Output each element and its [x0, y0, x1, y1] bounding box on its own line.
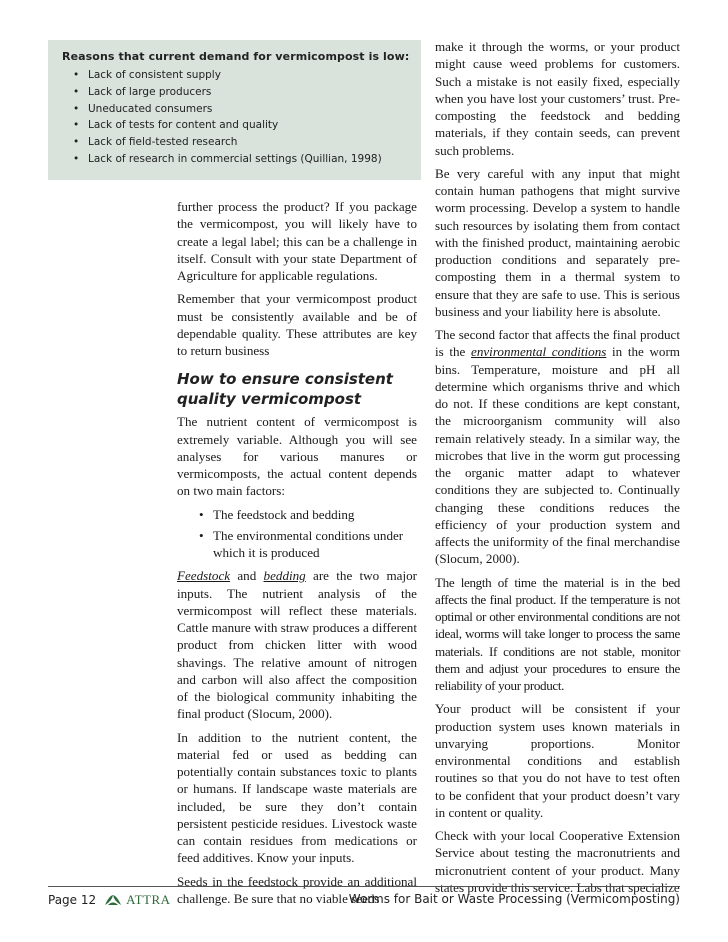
term-feedstock: Feedstock [177, 568, 231, 584]
sidebar-heading: Reasons that current demand for vermicompost is low: [62, 50, 410, 63]
middle-column [177, 198, 417, 913]
sidebar-box [48, 40, 421, 180]
page-number: Page 12 [48, 893, 97, 907]
list-item: • Lack of field-tested research [88, 134, 421, 151]
list-item: • Lack of consistent supply [88, 67, 421, 84]
text-span: The second factor that affects the final product is the [435, 327, 680, 360]
paragraph: make it through the worms, or your product might cause weed problems for customers. Such a mistake is not easily fixed, especially when you have lost your customers’ trust. Pre-composting the feedstock and bedding materials, if they contain seeds, can prevent such problems. [435, 39, 680, 158]
paragraph: Check with your local Cooperative Extension Service about testing the macronutrients and micronutrient content of your product. Many states provide this service. Labs that specialize [435, 828, 680, 895]
list-item: • Lack of tests for content and quality [88, 117, 421, 134]
paragraph: The length of time the material is in the bed affects the final product. If the temperature is not optimal or other environmental conditions are not ideal, worms will take longer to process the same materials. If conditions are not stable, monitor them and adjust your procedures to ensure the reliability of your product. [435, 574, 680, 693]
right-column [435, 38, 680, 902]
term-bedding: bedding [263, 568, 306, 584]
text-span: in the worm bins. Temperature, moisture and pH all determine which organisms thrive and which do not. If these conditions are kept constant, the microorganism community will also remain relatively steady. In a similar way, the microbes that live in the worm gut processing the organic matter adapt to whatever conditions they are subjected to. Continually changing these conditions reduces the efficiency of your production system and affects the uniformity of the final merchandise (Slocum, 2000). [435, 344, 680, 567]
paragraph: In addition to the nutrient content, the material fed or used as bedding can potentially contain substances toxic to plants or humans. If landscape waste materials are included, be sure they don’t contain persistent pesticide residues. Livestock waste can contain residues from medications or feed additives. Know your inputs. [177, 729, 417, 866]
paragraph: The nutrient content of vermicompost is extremely variable. Although you will see analyses for various manures or vermicomposts, the actual content depends on two main factors: [177, 414, 417, 499]
paragraph: Your product will be consistent if your production system uses known materials in unvarying proportions. Monitor environmental conditions and establish routines so that you do not have to test often to be confident that your product doesn’t vary in content or quality. [435, 701, 680, 820]
paragraph: Be very careful with any input that might contain human pathogens that might survive worm processing. Develop a system to handle such resources by isolating them from contact with the finished product, maintaining aerobic production conditions and separately pre-composting them in a thermal system to ensure that they are safe to use. This is serious business and your liability here is absolute. [435, 165, 680, 319]
paragraph: Remember that your vermicompost product must be consistently available and be of dependable quality. These attributes are key to return business [177, 291, 417, 358]
footer-left [48, 892, 171, 908]
term-environmental-conditions: environmental conditions [471, 344, 607, 360]
text-span: are the two major inputs. The nutrient analysis of the vermicompost will reflect these materials. Cattle manure with straw produces a different product from chicken litter with wood shavings. The relative amount of nitrogen and carbon will also affect the composition of the biological community inhabiting the final product (Slocum, 2000). [177, 568, 418, 722]
list-item: • Lack of research in commercial settings (Quillian, 1998) [88, 151, 421, 168]
section-heading: How to ensure consistent quality vermicompost [177, 370, 393, 409]
footer-title: Worms for Bait or Waste Processing (Vermicomposting) [348, 892, 680, 906]
factor-list [177, 506, 417, 562]
list-item: • The environmental conditions under which it is produced [213, 527, 417, 562]
list-item: • Lack of large producers [88, 84, 421, 101]
text-and: and [230, 568, 264, 584]
paragraph [435, 326, 680, 568]
paragraph: further process the product? If you package the vermicompost, you will likely have to create a legal label; this can be a challenge in itself. Consult with your state Department of Agriculture for applicable regulations. [177, 199, 417, 283]
brand-name: ATTRA [126, 892, 171, 907]
paragraph [177, 567, 417, 722]
list-item: • The feedstock and bedding [213, 506, 417, 523]
attra-leaf-icon [104, 894, 122, 906]
paragraph: Seeds in the feedstock provide an additional challenge. Be sure that no viable seeds [177, 873, 417, 906]
sidebar-list [62, 67, 421, 168]
page-footer [48, 886, 680, 913]
list-item: • Uneducated consumers [88, 101, 421, 118]
